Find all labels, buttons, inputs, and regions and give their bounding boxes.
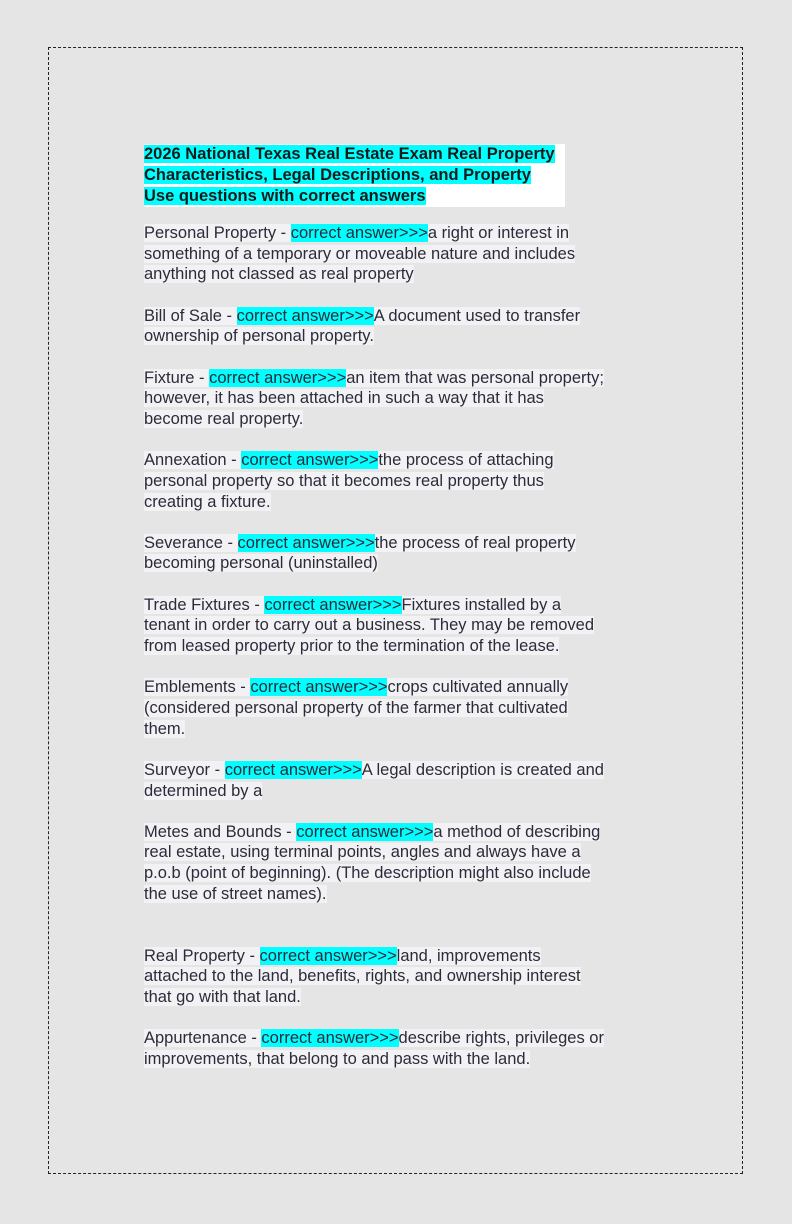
- entry-term: Bill of Sale -: [144, 306, 237, 325]
- answer-marker: correct answer>>>: [264, 595, 402, 614]
- entry-term: Real Property -: [144, 946, 260, 965]
- qa-entry: [144, 595, 664, 657]
- title-line: Use questions with correct answers: [144, 187, 426, 205]
- entry-definition-line: an item that was personal property;: [346, 368, 604, 387]
- entry-definition-line: land, improvements: [396, 946, 541, 965]
- qa-entry: [144, 760, 664, 801]
- entry-definition-line: the process of attaching: [378, 451, 554, 470]
- entry-definition-line: becoming personal (uninstalled): [144, 554, 378, 573]
- document-content: [144, 144, 664, 1090]
- entry-definition-line: ownership of personal property.: [144, 327, 374, 346]
- title-line: 2026 National Texas Real Estate Exam Real Property: [144, 145, 555, 163]
- entry-definition-line: however, it has been attached in such a way that it has: [144, 389, 544, 408]
- entry-term: Emblements -: [144, 678, 251, 697]
- answer-marker: correct answer>>>: [290, 224, 428, 242]
- entry-term: Personal Property -: [144, 224, 291, 242]
- entry-definition-line: tenant in order to carry out a business. They may be removed: [144, 616, 595, 635]
- entry-definition-line: improvements, that belong to and pass with the land.: [144, 1049, 531, 1068]
- answer-marker: correct answer>>>: [259, 946, 397, 965]
- entry-definition-line: a method of describing: [433, 822, 601, 841]
- entry-definition-line: something of a temporary or moveable nature and includes: [144, 244, 576, 263]
- entry-text: [144, 451, 554, 510]
- entry-term: Severance -: [144, 533, 238, 552]
- qa-entry: [144, 946, 664, 1008]
- entry-text: [144, 947, 581, 1006]
- answer-marker: correct answer>>>: [209, 368, 347, 387]
- title-line: Characteristics, Legal Descriptions, and Property: [144, 166, 531, 184]
- entry-term: Fixture -: [144, 368, 210, 387]
- entry-definition-line: describe rights, privileges or: [398, 1029, 604, 1048]
- entry-text: [144, 1029, 604, 1068]
- answer-marker: correct answer>>>: [261, 1029, 399, 1048]
- qa-entry: [144, 822, 664, 905]
- answer-marker: correct answer>>>: [241, 451, 379, 470]
- entry-definition-line: A legal description is created and: [361, 760, 604, 779]
- entry-term: Appurtenance -: [144, 1029, 262, 1048]
- entry-definition-line: a right or interest in: [427, 224, 570, 242]
- entry-definition-line: attached to the land, benefits, rights, and ownership interest: [144, 967, 581, 986]
- qa-list: [144, 223, 664, 1070]
- answer-marker: correct answer>>>: [250, 678, 388, 697]
- entry-text: [144, 823, 600, 903]
- entry-definition-line: (considered personal property of the farmer that cultivated: [144, 698, 568, 717]
- entry-definition-line: them.: [144, 719, 186, 738]
- qa-entry: [144, 368, 664, 430]
- entry-text: [144, 307, 580, 346]
- answer-marker: correct answer>>>: [224, 760, 362, 779]
- entry-term: Metes and Bounds -: [144, 822, 297, 841]
- entry-text: [144, 761, 604, 800]
- entry-definition-line: that go with that land.: [144, 987, 301, 1006]
- entry-text: [144, 224, 575, 283]
- entry-definition-line: the use of street names).: [144, 884, 327, 903]
- answer-marker: correct answer>>>: [237, 533, 375, 552]
- entry-definition-line: anything not classed as real property: [144, 265, 414, 284]
- entry-definition-line: personal property so that it becomes real property thus: [144, 471, 544, 490]
- entry-definition-line: real estate, using terminal points, angles and always have a: [144, 843, 581, 862]
- entry-text: [144, 534, 576, 573]
- qa-entry: [144, 677, 664, 739]
- qa-entry: [144, 450, 664, 512]
- entry-text: [144, 678, 568, 737]
- entry-text: [144, 369, 604, 428]
- entry-term: Trade Fixtures -: [144, 595, 265, 614]
- entry-definition-line: creating a fixture.: [144, 492, 271, 511]
- entry-definition-line: from leased property prior to the termination of the lease.: [144, 637, 560, 656]
- answer-marker: correct answer>>>: [296, 822, 434, 841]
- entry-definition-line: crops cultivated annually: [387, 678, 569, 697]
- entry-term: Surveyor -: [144, 760, 225, 779]
- entry-definition-line: Fixtures installed by a: [401, 595, 562, 614]
- entry-definition-line: the process of real property: [374, 533, 576, 552]
- entry-term: Annexation -: [144, 451, 242, 470]
- entry-definition-line: become real property.: [144, 409, 304, 428]
- qa-entry: [144, 223, 664, 285]
- entry-definition-line: A document used to transfer: [373, 306, 581, 325]
- qa-entry: [144, 533, 664, 574]
- qa-entry: [144, 306, 664, 347]
- document-title: [144, 144, 565, 207]
- entry-definition-line: determined by a: [144, 781, 263, 800]
- entry-text: [144, 596, 594, 655]
- entry-definition-line: p.o.b (point of beginning). (The description might also include: [144, 864, 591, 883]
- qa-entry: [144, 1028, 664, 1069]
- answer-marker: correct answer>>>: [236, 306, 374, 325]
